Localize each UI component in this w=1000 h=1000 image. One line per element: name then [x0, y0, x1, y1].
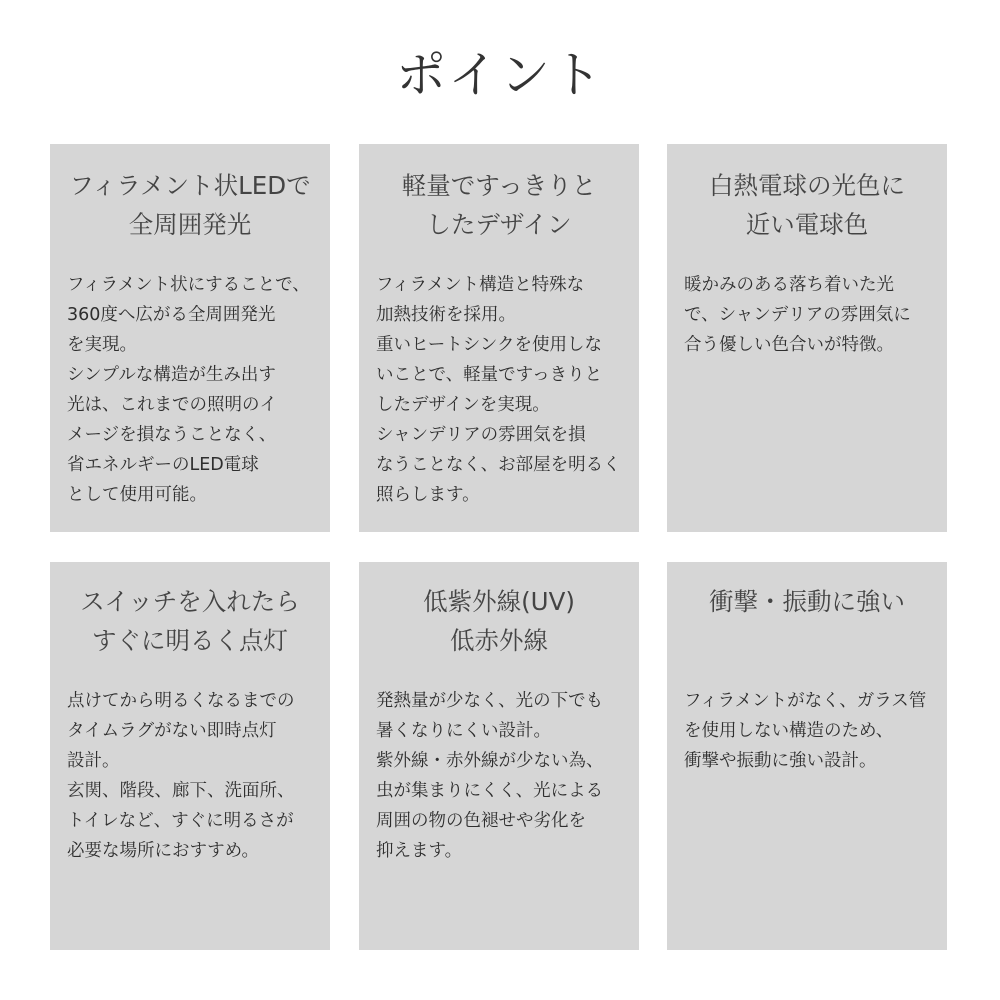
feature-card-filament [50, 144, 330, 532]
feature-description: フィラメント構造と特殊な 加熱技術を採用。 重いヒートシンクを使用しな いことで、軽量ですっきりと したデザインを実現。 シャンデリアの雰囲気を損 なうことなく、お部屋を明るく 照らします。 [376, 275, 621, 505]
feature-title: 白熱電球の光色に 近い電球色 [709, 171, 905, 239]
feature-title: 軽量ですっきりと したデザイン [401, 171, 597, 239]
feature-description: 点けてから明るくなるまでの タイムラグがない即時点灯 設計。 玄関、階段、廊下、洗面所、 トイレなど、すぐに明るさが 必要な場所におすすめ。 [67, 691, 295, 861]
feature-description: 発熱量が少なく、光の下でも 暑くなりにくい設計。 紫外線・赤外線が少ない為、 虫が集まりにくく、光による 周囲の物の色褪せや劣化を 抑えます。 [376, 691, 604, 861]
page-title: ポイント [396, 46, 604, 104]
feature-card-warm-color [667, 144, 947, 532]
feature-title: 衝撃・振動に強い [709, 587, 905, 616]
feature-description: フィラメントがなく、ガラス管 を使用しない構造のため、 衝撃や振動に強い設計。 [684, 691, 927, 771]
feature-card-lightweight [359, 144, 639, 532]
feature-title: スイッチを入れたら すぐに明るく点灯 [80, 587, 300, 655]
feature-card-shock-resistant [667, 562, 947, 950]
feature-card-low-uv [359, 562, 639, 950]
feature-title: 低紫外線(UV) 低赤外線 [423, 587, 575, 655]
feature-description: フィラメント状にすることで、 360度へ広がる全周囲発光 を実現。 シンプルな構造が生み出す 光は、これまでの照明のイ メージを損なうことなく、 省エネルギーのLED電球 として使用可能。 [67, 275, 310, 505]
feature-description: 暖かみのある落ち着いた光 で、シャンデリアの雰囲気に 合う優しい色合いが特徴。 [684, 275, 911, 355]
feature-title: フィラメント状LEDで 全周囲発光 [69, 171, 311, 239]
feature-card-instant-on [50, 562, 330, 950]
